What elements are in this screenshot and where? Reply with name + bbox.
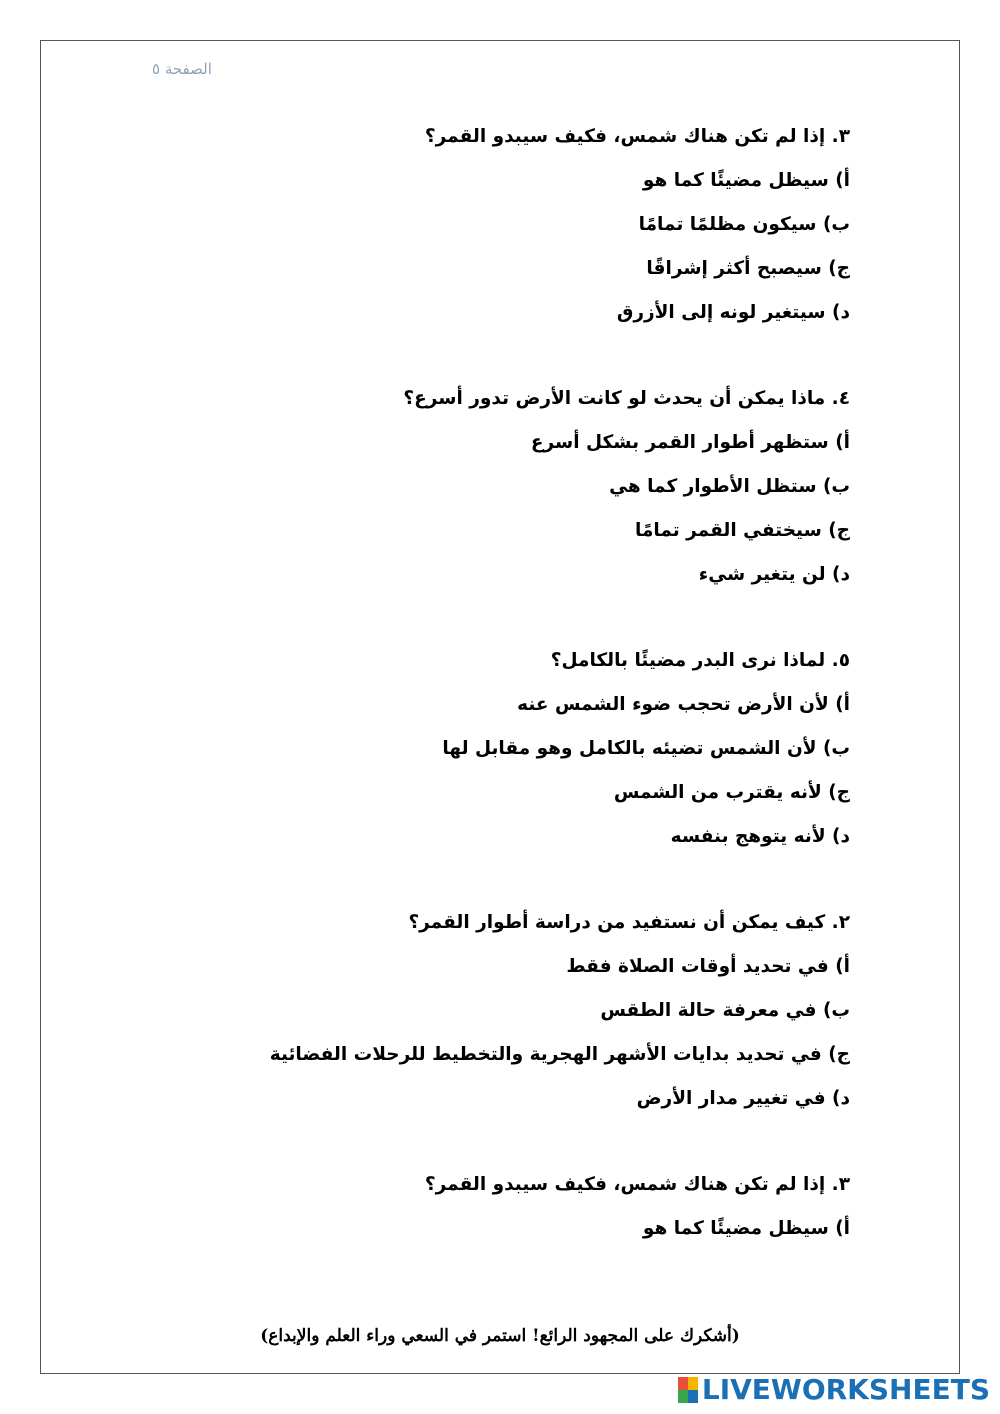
option-b: ب) ستظل الأطوار كما هي bbox=[609, 476, 850, 497]
question-text: ٣. إذا لم تكن هناك شمس، فكيف سيبدو القمر؟ bbox=[424, 126, 850, 147]
option-d: د) لن يتغير شيء bbox=[698, 564, 850, 585]
option-a: أ) سيظل مضيئًا كما هو bbox=[642, 170, 850, 191]
option-a: أ) ستظهر أطوار القمر بشكل أسرع bbox=[530, 432, 850, 453]
question-text: ٤. ماذا يمكن أن يحدث لو كانت الأرض تدور أسرع؟ bbox=[403, 388, 850, 409]
option-d: د) في تغيير مدار الأرض bbox=[636, 1088, 850, 1109]
logo-icon bbox=[678, 1377, 698, 1403]
question-text: ٥. لماذا نرى البدر مضيئًا بالكامل؟ bbox=[550, 650, 850, 671]
option-c: ج) سيختفي القمر تمامًا bbox=[635, 520, 850, 541]
question-block-2 bbox=[130, 382, 850, 602]
closing-message: (أشكرك على المجهود الرائع! استمر في السعي وراء العلم والإبداع) bbox=[260, 1326, 740, 1346]
option-c: ج) سيصبح أكثر إشراقًا bbox=[646, 258, 850, 279]
option-a: أ) في تحديد أوقات الصلاة فقط bbox=[566, 956, 850, 977]
option-b: ب) لأن الشمس تضيئه بالكامل وهو مقابل لها bbox=[442, 738, 850, 759]
page-number: الصفحة ٥ bbox=[152, 60, 212, 78]
liveworksheets-logo bbox=[678, 1372, 990, 1408]
question-text: ٢. كيف يمكن أن نستفيد من دراسة أطوار القمر؟ bbox=[408, 912, 850, 933]
option-d: د) لأنه يتوهج بنفسه bbox=[670, 826, 850, 847]
question-text: ٣. إذا لم تكن هناك شمس، فكيف سيبدو القمر؟ bbox=[424, 1174, 850, 1195]
logo-text: LIVEWORKSHEETS bbox=[701, 1373, 990, 1406]
option-d: د) سيتغير لونه إلى الأزرق bbox=[616, 302, 850, 323]
option-a: أ) لأن الأرض تحجب ضوء الشمس عنه bbox=[517, 694, 850, 715]
question-block-4 bbox=[130, 906, 850, 1126]
question-block-1 bbox=[130, 120, 850, 340]
option-c: ج) لأنه يقترب من الشمس bbox=[613, 782, 850, 803]
option-c: ج) في تحديد بدايات الأشهر الهجرية والتخطيط للرحلات الفضائية bbox=[269, 1044, 850, 1065]
question-block-3 bbox=[130, 644, 850, 864]
question-block-5 bbox=[130, 1168, 850, 1256]
option-a: أ) سيظل مضيئًا كما هو bbox=[642, 1218, 850, 1239]
option-b: ب) في معرفة حالة الطقس bbox=[600, 1000, 850, 1021]
option-b: ب) سيكون مظلمًا تمامًا bbox=[638, 214, 850, 235]
worksheet-content bbox=[130, 120, 850, 1298]
